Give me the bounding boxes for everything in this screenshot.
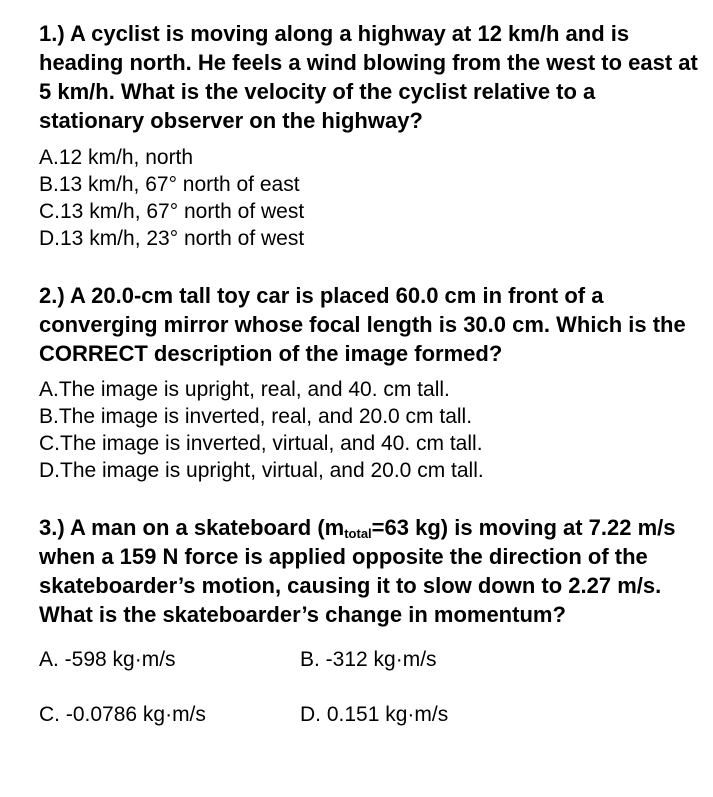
question-3-option-d: D. 0.151 kg·m/s: [300, 703, 449, 726]
question-2: [39, 281, 699, 484]
question-1-option-c: C.13 km/h, 67° north of west: [39, 200, 305, 223]
question-3: [39, 513, 699, 744]
question-3-stem-end: =63 kg) is moving at 7.22 m/s when a 159 N force is applied opposite the direction of the skateboarder’s motion, causing it to slow down to 2.27 m/s. What is the skateboarder’s change in momentum?: [39, 515, 676, 627]
question-1-option-b: B.13 km/h, 67° north of east: [39, 173, 300, 196]
question-3-option-a: A. -598 kg·m/s: [39, 648, 176, 671]
question-1-options: [39, 144, 699, 252]
question-2-option-b: B.The image is inverted, real, and 20.0 cm tall.: [39, 405, 473, 428]
question-3-stem-subscript: total: [344, 526, 372, 541]
question-3-stem: [39, 513, 699, 629]
question-2-option-a: A.The image is upright, real, and 40. cm tall.: [39, 378, 450, 401]
question-3-stem-start: 3.) A man on a skateboard (m: [39, 515, 345, 540]
question-2-stem: 2.) A 20.0-cm tall toy car is placed 60.0 cm in front of a converging mirror whose focal length is 30.0 cm. Which is the CORRECT description of the image formed?: [39, 283, 686, 366]
question-3-option-b: B. -312 kg·m/s: [300, 648, 437, 671]
question-2-option-c: C.The image is inverted, virtual, and 40. cm tall.: [39, 432, 483, 455]
question-3-options: [39, 648, 699, 744]
question-2-options: [39, 376, 699, 484]
question-3-option-c: C. -0.0786 kg·m/s: [39, 703, 206, 726]
question-1-option-a: A.12 km/h, north: [39, 146, 194, 169]
question-2-option-d: D.The image is upright, virtual, and 20.0 cm tall.: [39, 459, 484, 482]
question-1-option-d: D.13 km/h, 23° north of west: [39, 227, 305, 250]
question-1-stem: 1.) A cyclist is moving along a highway at 12 km/h and is heading north. He feels a wind blowing from the west to east at 5 km/h. What is the velocity of the cyclist relative to a stationary observer on the highway?: [39, 21, 698, 133]
question-1: [39, 19, 699, 252]
